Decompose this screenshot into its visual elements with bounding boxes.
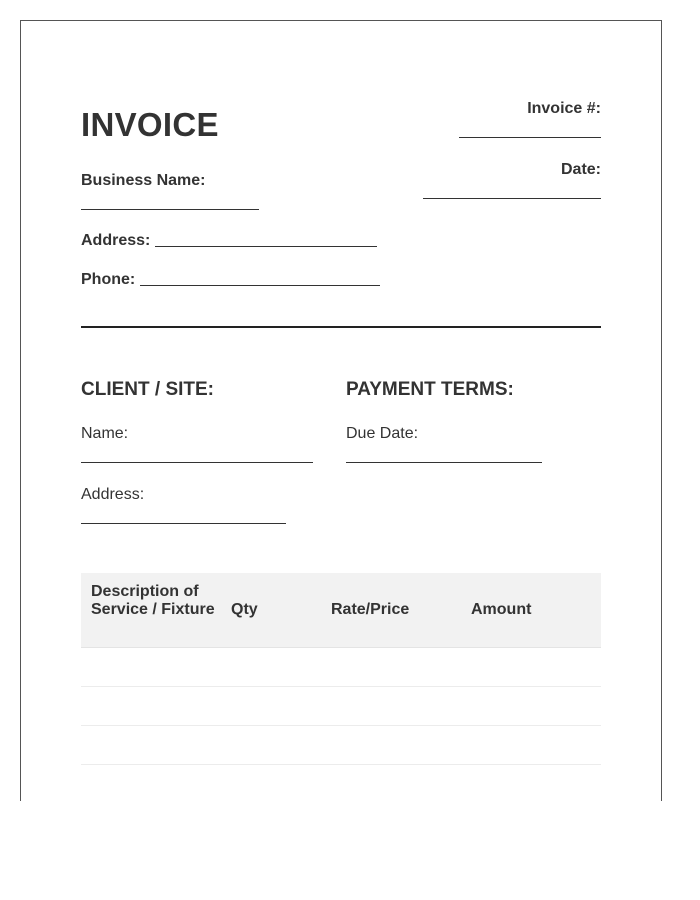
column-header-amount: Amount <box>471 601 532 618</box>
column-header-qty: Qty <box>231 601 258 618</box>
client-address-label: Address: <box>81 486 145 503</box>
table-row[interactable] <box>81 648 601 687</box>
date-label: Date: <box>560 161 601 178</box>
table-header <box>81 573 601 648</box>
due-date-field[interactable] <box>346 462 542 463</box>
invoice-title: INVOICE <box>81 106 219 143</box>
invoice-number-field[interactable] <box>459 137 601 138</box>
payment-terms-heading: PAYMENT TERMS: <box>346 379 514 400</box>
table-row[interactable] <box>81 687 601 726</box>
date-field[interactable] <box>423 198 601 199</box>
client-name-label: Name: <box>81 425 129 442</box>
client-site-heading: CLIENT / SITE: <box>81 379 214 400</box>
business-address-field[interactable] <box>155 246 377 247</box>
client-address-field[interactable] <box>81 523 286 524</box>
business-address-label: Address: <box>81 232 151 249</box>
client-name-field[interactable] <box>81 462 313 463</box>
table-row[interactable] <box>81 726 601 765</box>
invoice-sheet <box>20 20 662 801</box>
header-divider <box>81 326 601 328</box>
phone-field[interactable] <box>140 285 380 286</box>
column-header-description: Description of Service / Fixture <box>91 583 215 618</box>
phone-label: Phone: <box>81 271 136 288</box>
invoice-number-label: Invoice #: <box>527 100 601 117</box>
business-name-label: Business Name: <box>81 172 206 189</box>
line-items-table <box>81 573 601 765</box>
column-header-rate: Rate/Price <box>331 601 410 618</box>
due-date-label: Due Date: <box>346 425 419 442</box>
business-name-field[interactable] <box>81 209 259 210</box>
